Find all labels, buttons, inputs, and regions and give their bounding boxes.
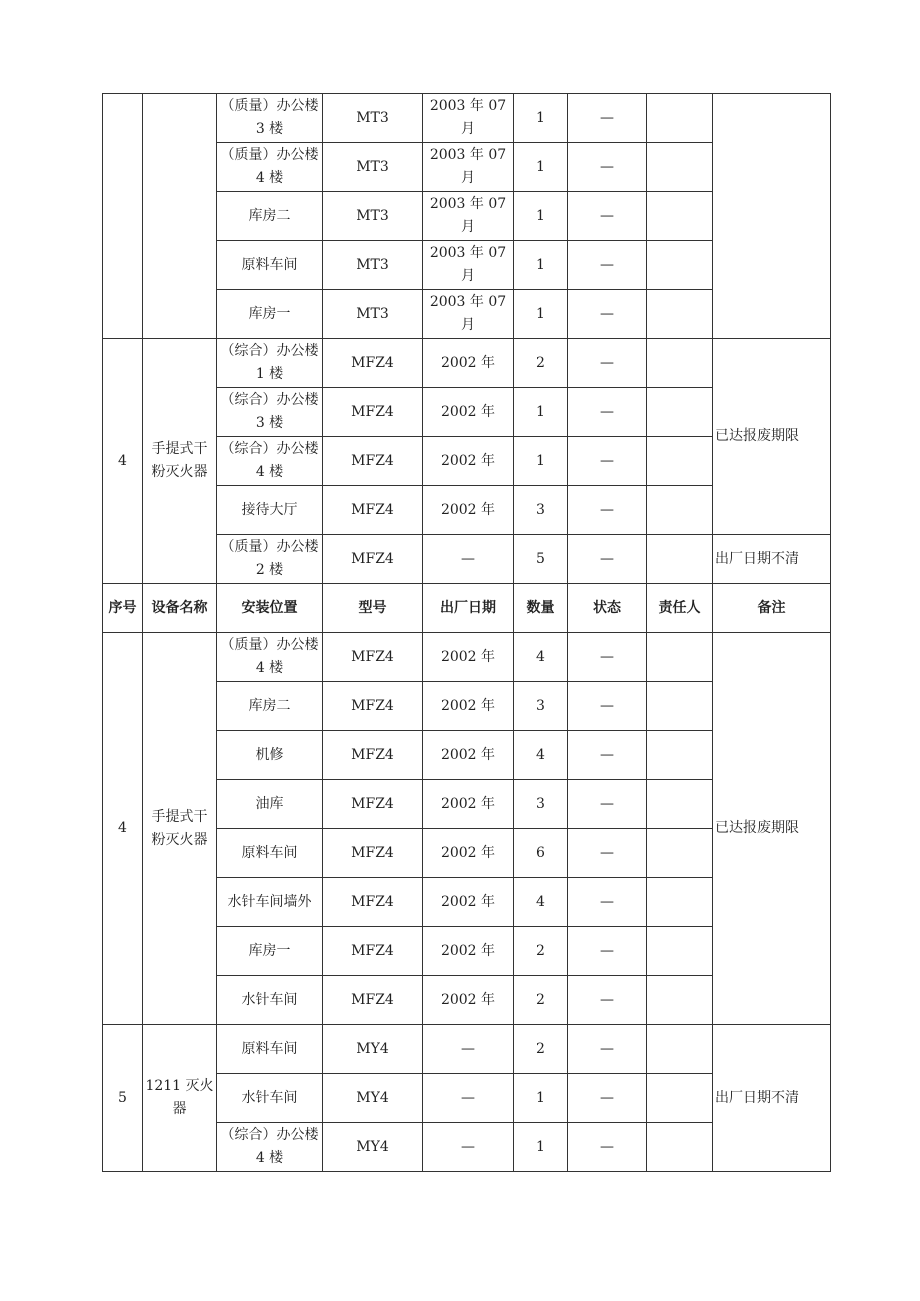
model-cell: MT3	[323, 143, 423, 192]
model-cell: MT3	[323, 94, 423, 143]
header-seq: 序号	[103, 584, 143, 633]
qty-cell: 4	[514, 878, 568, 927]
location-cell: 库房二	[217, 192, 323, 241]
seq-cell: 4	[103, 339, 143, 584]
qty-cell: 1	[514, 1074, 568, 1123]
status-cell: —	[568, 388, 647, 437]
seq-cell	[103, 94, 143, 339]
date-cell: 2003 年 07 月	[423, 290, 514, 339]
model-cell: MY4	[323, 1074, 423, 1123]
status-cell: —	[568, 241, 647, 290]
qty-cell: 6	[514, 829, 568, 878]
location-cell: 库房一	[217, 290, 323, 339]
qty-cell: 3	[514, 486, 568, 535]
header-note: 备注	[713, 584, 831, 633]
location-cell: 水针车间	[217, 976, 323, 1025]
date-cell: —	[423, 535, 514, 584]
qty-cell: 1	[514, 290, 568, 339]
model-cell: MT3	[323, 192, 423, 241]
person-cell	[647, 339, 713, 388]
note-cell: 出厂日期不清	[713, 1025, 831, 1172]
status-cell: —	[568, 780, 647, 829]
person-cell	[647, 927, 713, 976]
person-cell	[647, 486, 713, 535]
person-cell	[647, 241, 713, 290]
person-cell	[647, 388, 713, 437]
name-cell: 手提式干粉灭火器	[143, 633, 217, 1025]
model-cell: MFZ4	[323, 829, 423, 878]
note-cell	[713, 94, 831, 339]
person-cell	[647, 535, 713, 584]
location-cell: （综合）办公楼 3 楼	[217, 388, 323, 437]
location-cell: 原料车间	[217, 1025, 323, 1074]
date-cell: —	[423, 1123, 514, 1172]
status-cell: —	[568, 143, 647, 192]
location-cell: 水针车间	[217, 1074, 323, 1123]
name-cell	[143, 94, 217, 339]
table-row	[103, 339, 831, 388]
model-cell: MFZ4	[323, 927, 423, 976]
qty-cell: 4	[514, 633, 568, 682]
qty-cell: 1	[514, 143, 568, 192]
location-cell: （综合）办公楼 4 楼	[217, 1123, 323, 1172]
status-cell: —	[568, 290, 647, 339]
location-cell: （综合）办公楼 1 楼	[217, 339, 323, 388]
status-cell: —	[568, 1123, 647, 1172]
note-cell: 出厂日期不清	[713, 535, 831, 584]
date-cell: 2002 年	[423, 731, 514, 780]
qty-cell: 5	[514, 535, 568, 584]
qty-cell: 1	[514, 388, 568, 437]
table-row	[103, 633, 831, 682]
date-cell: 2002 年	[423, 486, 514, 535]
date-cell: 2002 年	[423, 388, 514, 437]
model-cell: MY4	[323, 1123, 423, 1172]
qty-cell: 2	[514, 927, 568, 976]
status-cell: —	[568, 633, 647, 682]
status-cell: —	[568, 339, 647, 388]
date-cell: 2003 年 07 月	[423, 241, 514, 290]
name-cell: 1211 灭火器	[143, 1025, 217, 1172]
qty-cell: 3	[514, 780, 568, 829]
status-cell: —	[568, 927, 647, 976]
date-cell: —	[423, 1074, 514, 1123]
model-cell: MFZ4	[323, 780, 423, 829]
date-cell: 2003 年 07 月	[423, 94, 514, 143]
status-cell: —	[568, 192, 647, 241]
header-qty: 数量	[514, 584, 568, 633]
model-cell: MFZ4	[323, 633, 423, 682]
location-cell: 油库	[217, 780, 323, 829]
location-cell: （综合）办公楼 4 楼	[217, 437, 323, 486]
status-cell: —	[568, 976, 647, 1025]
status-cell: —	[568, 94, 647, 143]
qty-cell: 1	[514, 241, 568, 290]
status-cell: —	[568, 682, 647, 731]
location-cell: （质量）办公楼 3 楼	[217, 94, 323, 143]
location-cell: 水针车间墙外	[217, 878, 323, 927]
location-cell: 库房二	[217, 682, 323, 731]
status-cell: —	[568, 731, 647, 780]
date-cell: 2002 年	[423, 339, 514, 388]
person-cell	[647, 878, 713, 927]
table-row	[103, 94, 831, 143]
location-cell: 库房一	[217, 927, 323, 976]
person-cell	[647, 633, 713, 682]
person-cell	[647, 1123, 713, 1172]
person-cell	[647, 290, 713, 339]
status-cell: —	[568, 437, 647, 486]
model-cell: MT3	[323, 241, 423, 290]
qty-cell: 3	[514, 682, 568, 731]
person-cell	[647, 1025, 713, 1074]
status-cell: —	[568, 486, 647, 535]
qty-cell: 1	[514, 1123, 568, 1172]
person-cell	[647, 143, 713, 192]
model-cell: MY4	[323, 1025, 423, 1074]
table-row	[103, 1025, 831, 1074]
date-cell: 2002 年	[423, 633, 514, 682]
person-cell	[647, 731, 713, 780]
note-cell: 已达报废期限	[713, 633, 831, 1025]
location-cell: 机修	[217, 731, 323, 780]
seq-cell: 4	[103, 633, 143, 1025]
model-cell: MFZ4	[323, 437, 423, 486]
header-status: 状态	[568, 584, 647, 633]
status-cell: —	[568, 878, 647, 927]
header-location: 安装位置	[217, 584, 323, 633]
location-cell: （质量）办公楼 2 楼	[217, 535, 323, 584]
date-cell: 2002 年	[423, 682, 514, 731]
equipment-table	[102, 93, 831, 1172]
qty-cell: 1	[514, 437, 568, 486]
model-cell: MFZ4	[323, 878, 423, 927]
person-cell	[647, 192, 713, 241]
seq-cell: 5	[103, 1025, 143, 1172]
model-cell: MFZ4	[323, 976, 423, 1025]
qty-cell: 1	[514, 94, 568, 143]
location-cell: （质量）办公楼 4 楼	[217, 143, 323, 192]
person-cell	[647, 437, 713, 486]
date-cell: 2002 年	[423, 829, 514, 878]
model-cell: MT3	[323, 290, 423, 339]
model-cell: MFZ4	[323, 388, 423, 437]
note-cell: 已达报废期限	[713, 339, 831, 535]
qty-cell: 1	[514, 192, 568, 241]
model-cell: MFZ4	[323, 535, 423, 584]
date-cell: 2002 年	[423, 878, 514, 927]
qty-cell: 2	[514, 1025, 568, 1074]
name-cell: 手提式干粉灭火器	[143, 339, 217, 584]
header-date: 出厂日期	[423, 584, 514, 633]
model-cell: MFZ4	[323, 339, 423, 388]
date-cell: 2002 年	[423, 976, 514, 1025]
status-cell: —	[568, 1074, 647, 1123]
person-cell	[647, 682, 713, 731]
model-cell: MFZ4	[323, 731, 423, 780]
status-cell: —	[568, 535, 647, 584]
header-name: 设备名称	[143, 584, 217, 633]
qty-cell: 4	[514, 731, 568, 780]
model-cell: MFZ4	[323, 486, 423, 535]
date-cell: 2002 年	[423, 927, 514, 976]
date-cell: 2002 年	[423, 437, 514, 486]
location-cell: （质量）办公楼 4 楼	[217, 633, 323, 682]
qty-cell: 2	[514, 976, 568, 1025]
date-cell: —	[423, 1025, 514, 1074]
model-cell: MFZ4	[323, 682, 423, 731]
date-cell: 2003 年 07 月	[423, 192, 514, 241]
location-cell: 原料车间	[217, 241, 323, 290]
header-model: 型号	[323, 584, 423, 633]
location-cell: 原料车间	[217, 829, 323, 878]
qty-cell: 2	[514, 339, 568, 388]
table-header-row	[103, 584, 831, 633]
date-cell: 2003 年 07 月	[423, 143, 514, 192]
header-person: 责任人	[647, 584, 713, 633]
date-cell: 2002 年	[423, 780, 514, 829]
location-cell: 接待大厅	[217, 486, 323, 535]
person-cell	[647, 976, 713, 1025]
person-cell	[647, 1074, 713, 1123]
person-cell	[647, 829, 713, 878]
person-cell	[647, 94, 713, 143]
status-cell: —	[568, 1025, 647, 1074]
status-cell: —	[568, 829, 647, 878]
person-cell	[647, 780, 713, 829]
